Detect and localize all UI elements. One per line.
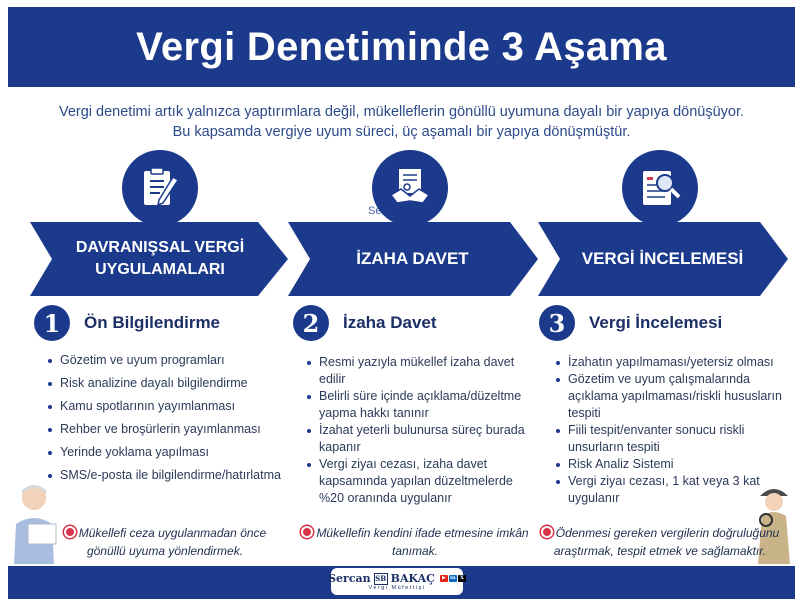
stage-1-note	[50, 524, 280, 560]
stage-1-number: 1	[34, 305, 70, 341]
brand-subtitle: Vergi Müfettişi	[368, 585, 426, 591]
stage-1-bullets	[46, 352, 286, 490]
intro-line-1: Vergi denetimi artık yalnızca yaptırımlara değil, mükelleflerin gönüllü uyumuna dayalı bir yapıya dönüşüyor.	[58, 104, 745, 120]
intro-text	[8, 102, 795, 142]
stage-3-arrow-label-text: VERGİ İNCELEMESİ	[581, 249, 744, 268]
youtube-icon[interactable]: ▶	[440, 575, 448, 582]
list-item: Belirli süre içinde açıklama/düzeltme yapma hakkı tanınır	[305, 388, 530, 422]
stage-1-note-line-2: gönüllü uyuma yönlendirmek.	[86, 544, 244, 558]
checklist-pencil-icon	[122, 150, 198, 226]
stage-3-bullets	[554, 354, 784, 507]
list-item: Yerinde yoklama yapılması	[46, 444, 286, 461]
list-item: Gözetim ve uyum çalışmalarında açıklama yapılmaması/riskli hususların tespiti	[554, 371, 784, 422]
brand-first: Sercan	[328, 572, 371, 585]
list-item: Resmi yazıyla mükellef izaha davet edilir	[305, 354, 530, 388]
stage-1-arrow-label-line-1: DAVRANIŞSAL VERGİ	[75, 239, 245, 256]
list-item: Vergi ziyaı cezası, izaha davet kapsamında yapılan düzeltmelerde %20 oranında uygulanır	[305, 456, 530, 507]
list-item: Risk Analiz Sistemi	[554, 456, 784, 473]
target-icon	[541, 526, 553, 538]
stage-3-number: 3	[539, 305, 575, 341]
stage-2-bullets	[305, 354, 530, 507]
title-banner	[8, 7, 795, 87]
stage-3-arrow-label	[555, 222, 770, 296]
stage-2-number: 2	[293, 305, 329, 341]
list-item: Fiili tespit/envanter sonucu riskli unsurların tespiti	[554, 422, 784, 456]
brand-logo	[328, 568, 464, 595]
stage-3-note-line-2: araştırmak, tespit etmek ve sağlamaktır.	[553, 544, 767, 558]
list-item: Risk analizine dayalı bilgilendirme	[46, 375, 286, 392]
linkedin-icon[interactable]: in	[450, 575, 456, 581]
stage-1-arrow-label	[50, 222, 270, 296]
target-icon	[64, 526, 76, 538]
watermark-text: Sercan Bakaç	[368, 205, 437, 217]
stage-1-arrow-label-line-2: UYGULAMALARI	[95, 261, 225, 278]
brand-mark: SB	[375, 573, 387, 583]
stage-1-title: Ön Bilgilendirme	[84, 313, 221, 332]
list-item: Rehber ve broşürlerin yayımlanması	[46, 421, 286, 438]
stage-3-heading	[539, 305, 722, 341]
stage-3-note-line-1: Ödenmesi gereken vergilerin doğruluğunu	[555, 526, 780, 540]
page-title: Vergi Denetiminde 3 Aşama	[136, 24, 667, 69]
stage-2-title: İzaha Davet	[343, 313, 437, 332]
stage-3-note	[540, 524, 780, 560]
intro-line-2: Bu kapsamda vergiye uyum süreci, üç aşamalı bir yapıya dönüşmüştür.	[172, 124, 631, 140]
target-icon	[301, 526, 313, 538]
stage-1-heading	[34, 305, 220, 341]
brand-last: BAKAÇ	[390, 572, 435, 585]
stage-1-note-line-1: Mükellefi ceza uygulanmadan önce	[78, 526, 267, 540]
magnifier-report-icon	[622, 150, 698, 226]
list-item: Gözetim ve uyum programları	[46, 352, 286, 369]
list-item: İzahat yeterli bulunursa süreç burada kapanır	[305, 422, 530, 456]
x-icon[interactable]: X	[458, 575, 466, 582]
stage-2-arrow-label-text: İZAHA DAVET	[356, 249, 469, 268]
stage-2-note-line-2: tanımak.	[391, 544, 439, 558]
stage-2-arrow-label	[305, 222, 520, 296]
stage-2-note-line-1: Mükellefin kendini ifade etmesine imkân	[316, 526, 529, 540]
list-item: İzahatın yapılmaması/yetersiz olması	[554, 354, 784, 371]
list-item: Vergi ziyaı cezası, 1 kat veya 3 kat uygulanır	[554, 473, 784, 507]
stage-3-title: Vergi İncelemesi	[589, 313, 723, 332]
stage-2-note	[290, 524, 540, 560]
stage-2-heading	[293, 305, 437, 341]
list-item: SMS/e-posta ile bilgilendirme/hatırlatma	[46, 467, 286, 484]
list-item: Kamu spotlarının yayımlanması	[46, 398, 286, 415]
